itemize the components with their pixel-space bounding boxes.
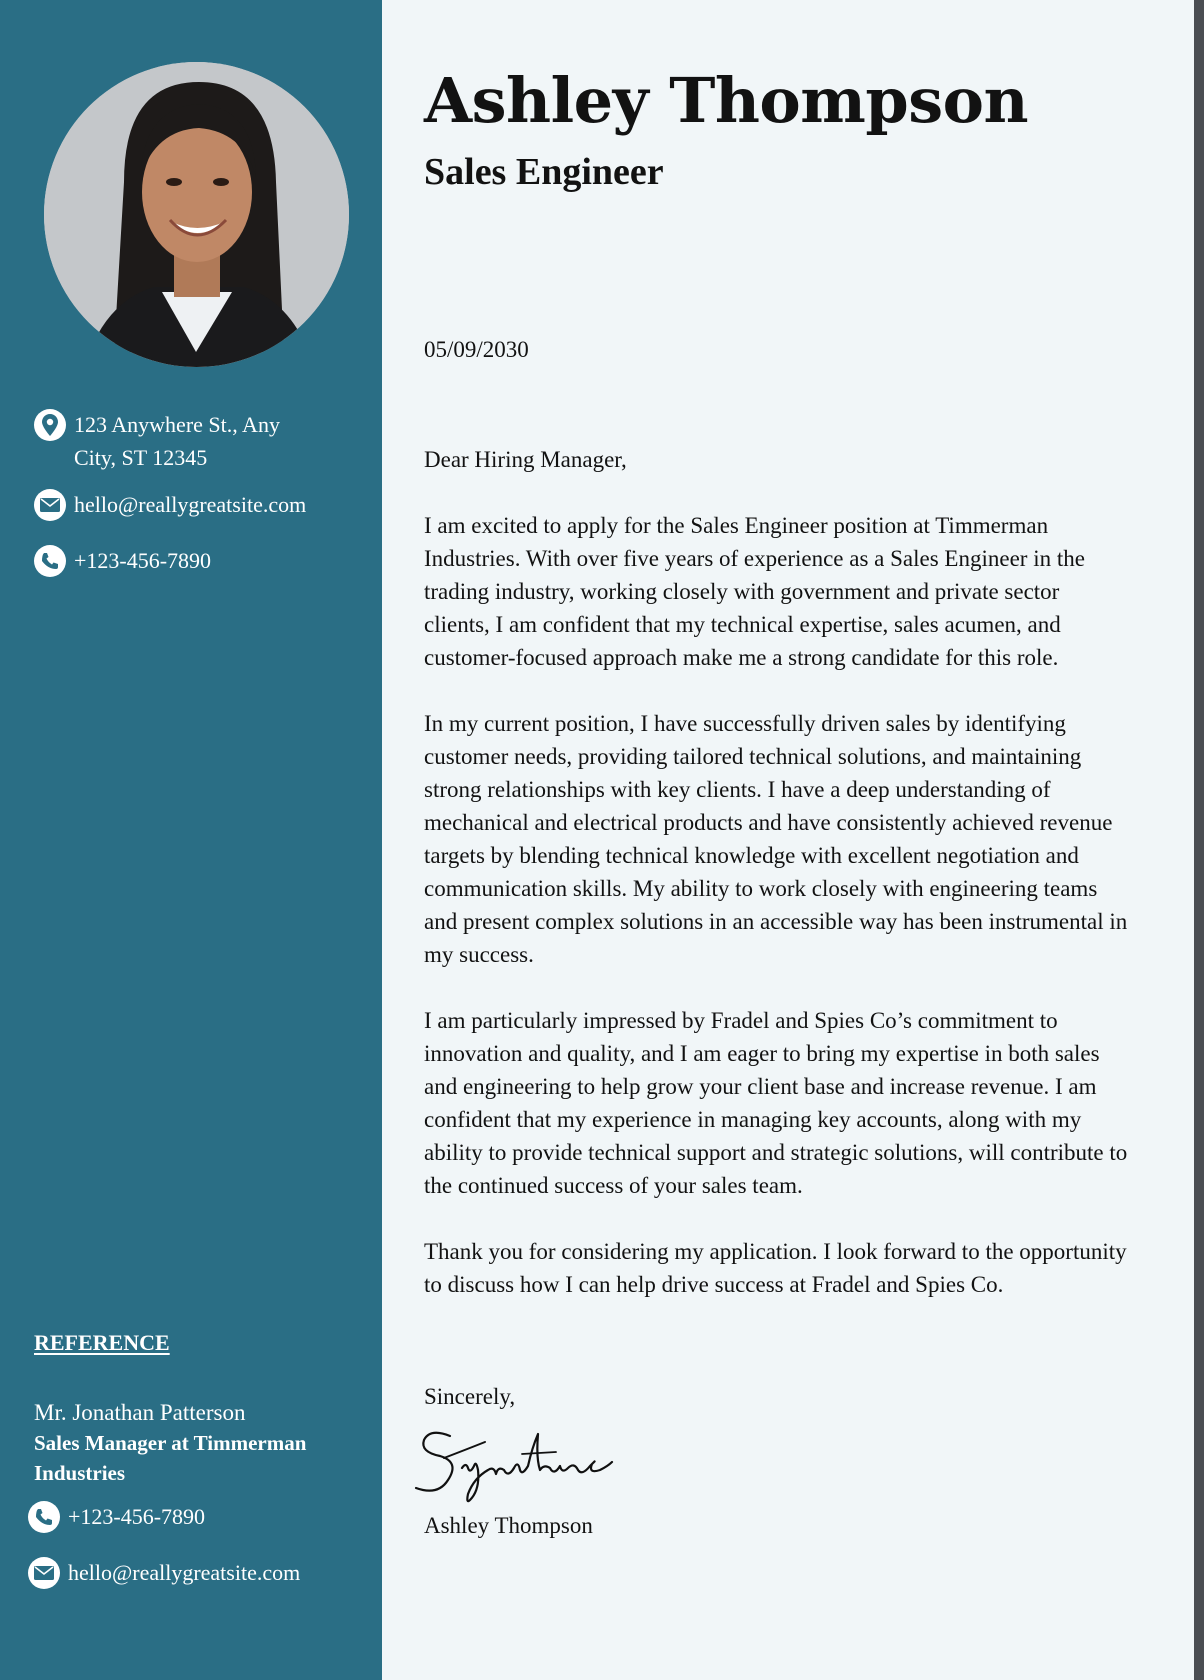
closing: Sincerely, bbox=[424, 1384, 516, 1409]
applicant-name: Ashley Thompson bbox=[424, 64, 1029, 137]
email-text[interactable]: hello@reallygreatsite.com bbox=[74, 492, 307, 517]
page-edge bbox=[1194, 0, 1204, 1680]
letter-date: 05/09/2030 bbox=[424, 337, 529, 362]
envelope-icon bbox=[28, 1557, 60, 1589]
reference-email-text[interactable]: hello@reallygreatsite.com bbox=[68, 1560, 301, 1585]
phone-icon bbox=[28, 1501, 60, 1533]
profile-photo bbox=[44, 62, 349, 367]
paragraph: I am particularly impressed by Fradel and Spies Co’s commitment to innovation and quality, and I am eager to bring my expertise in both sales and engineering to help grow your client base and increase revenue. I am confident that my experience in managing key accounts, along with my ability to provide technical support and strategic solutions, will contribute to the continued success of your sales team. bbox=[424, 1008, 1128, 1198]
paragraph: Thank you for considering my application. I look forward to the opportunity to discuss how I can help drive success at Fradel and Spies Co. bbox=[424, 1239, 1127, 1297]
contact-phone bbox=[34, 544, 211, 577]
signature bbox=[410, 1418, 615, 1512]
letter-body bbox=[424, 443, 1129, 1334]
address-text: 123 Anywhere St., Any City, ST 12345 bbox=[74, 412, 280, 470]
applicant-role: Sales Engineer bbox=[424, 151, 664, 193]
contact-address bbox=[34, 408, 309, 474]
salutation: Dear Hiring Manager, bbox=[424, 447, 627, 472]
envelope-icon bbox=[34, 489, 66, 521]
phone-icon bbox=[34, 545, 66, 577]
paragraph: I am excited to apply for the Sales Engineer position at Timmerman Industries. With over five years of experience as a Sales Engineer in the trading industry, working closely with government and private sector clients, I am confident that my technical expertise, sales acumen, and customer-focused approach make me a strong candidate for this role. bbox=[424, 513, 1085, 670]
reference-title: Sales Manager at Timmerman Industries bbox=[34, 1431, 307, 1485]
reference-email bbox=[28, 1556, 300, 1589]
reference-name: Mr. Jonathan Patterson bbox=[34, 1400, 246, 1425]
contact-email bbox=[34, 488, 306, 521]
sidebar bbox=[0, 0, 382, 1680]
location-pin-icon bbox=[34, 409, 66, 441]
reference-phone-text[interactable]: +123-456-7890 bbox=[68, 1504, 206, 1529]
paragraph: In my current position, I have successfully driven sales by identifying customer needs, providing tailored technical solutions, and maintaining strong relationships with key clients. I have a deep understanding of mechanical and electrical products and have consistently achieved revenue targets by blending technical knowledge with excellent negotiation and communication skills. My ability to work closely with engineering teams and present complex solutions in an accessible way has been instrumental in my success. bbox=[424, 711, 1128, 967]
reference-heading: REFERENCE bbox=[34, 1330, 170, 1355]
reference-phone bbox=[28, 1500, 205, 1533]
signer-name: Ashley Thompson bbox=[424, 1513, 593, 1538]
phone-text[interactable]: +123-456-7890 bbox=[74, 548, 212, 573]
